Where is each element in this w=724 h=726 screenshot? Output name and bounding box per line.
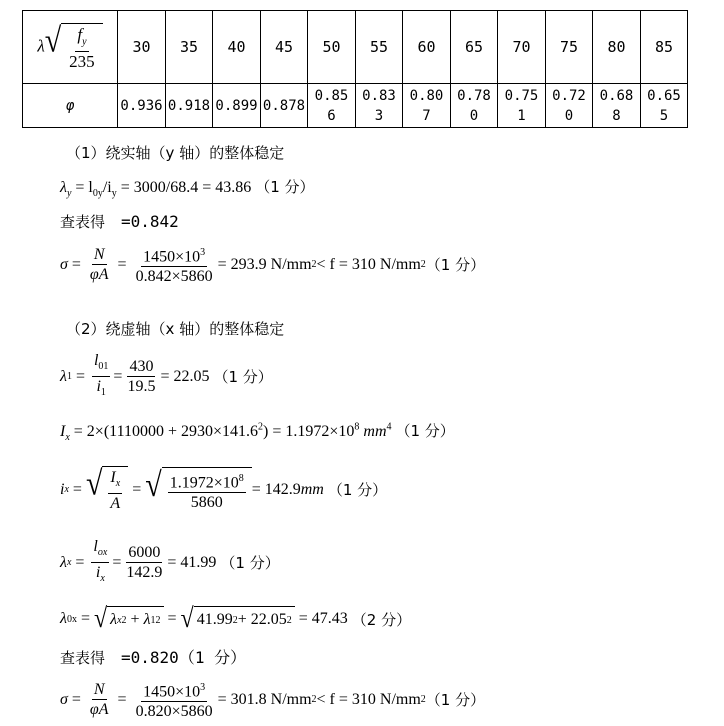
lambda-cell: 60 [403,11,451,84]
phi-value: 0.85 [314,87,349,104]
lambda-cell: 85 [641,11,688,84]
lambda1-value: = 22.05 [160,367,210,385]
phi-cell [213,84,261,128]
I-symbol: I [110,469,116,486]
score: （1 分） [395,422,455,440]
lambda-cell: 75 [546,11,593,84]
A-symbol: A [110,495,121,513]
lambda-x-value: = 41.99 [167,553,217,571]
denominator: 142.9 [126,564,163,582]
phi-value: 0.72 [552,87,586,104]
l-sub: ox [97,547,108,559]
lambda-cell: 70 [498,11,546,84]
radius-numerator: 1.1972×10 [169,474,239,492]
lookup-value: =0.820（1 分） [121,648,247,667]
part1-sigma-formula: σ = $\frac{N}{\varphi A}$ = $\frac{1450\times 10^3}{0.842\times 5860}$ = 293.9 N/mm 2 < f = 310 N/mm 2 （1 分） [60,243,485,286]
ix-exp: 2 [258,421,264,433]
part1-lambda-y-formula [60,176,315,199]
lambda-sub: y [66,188,72,200]
score: （1 分） [327,481,388,500]
phi-value-cont: 7 [422,107,431,124]
phi-value: 0.83 [362,87,396,104]
lambda-cell: 40 [213,11,261,84]
lambda-cell: 65 [451,11,498,84]
phi-value-cont: 3 [374,107,384,124]
i-symbol: i [96,378,101,396]
phi-value: 0.878 [262,97,306,114]
lambda-symbol: λ [60,179,67,196]
sigma-num-exp: 3 [200,247,206,258]
score: （1 分） [213,368,273,387]
sigma-result-exp: 2 [311,259,317,271]
radius-unit: mm [300,480,324,498]
lambda-x-number: 41.99 [196,611,233,628]
phi-cell [403,84,451,128]
phi-cell [118,84,166,128]
score: （1 分） [425,691,486,710]
lambda-cell: 45 [261,11,308,84]
phi-cell [166,84,213,128]
sigma-compare: < f = 310 N/mm [316,255,421,273]
fy-label: f [77,24,83,44]
i-symbol: i [95,564,101,582]
phi-cell [546,84,593,128]
part2-heading: （2）绕虚轴（x 轴）的整体稳定 [66,320,285,338]
score: （2 分） [351,610,412,629]
l-sub: 01 [98,361,109,373]
part2-ix-formula: $I_x = 2\times(1110000 + 2930\times 141.6^2) = 1.1972\times 10^8$ $mm^4$ （1 分） [60,421,455,444]
lambda-cell: 55 [356,11,403,84]
sigma-result: = 293.9 N/mm [217,255,312,273]
sigma-denominator: 0.820×5860 [135,703,213,721]
lambda-1-number: + 22.05 [237,611,287,628]
lambda-row [23,11,688,84]
score: （1 分） [425,256,486,275]
phi-value-cont: 5 [659,107,669,124]
part2-lambda1-formula: λ 1 = $\frac{l_{01}}{i_1}$ = $\frac{430}{19.5}$ = 22.05 （1 分） [60,352,273,399]
phi-value: 0.78 [457,87,491,104]
sigma-num-exp: 3 [200,682,206,693]
lambda-cell: 50 [308,11,356,84]
lambda-header-cell [23,11,118,84]
lookup-label: 查表得 [60,213,106,231]
denominator: 19.5 [127,378,156,396]
phi-cell [308,84,356,128]
radius-num-exp: 8 [238,472,244,484]
part1-heading: （1）绕实轴（y 轴）的整体稳定 [66,144,285,162]
phi-value: 0.75 [504,87,539,104]
part2-sigma-formula: σ = $\frac{N}{\varphi A}$ = $\frac{1450\times 10^3}{0.820\times 5860}$ = 301.8 N/mm 2 < f = 310 N/mm 2 （1 分） [60,678,485,721]
phi-cell [451,84,498,128]
l-symbol: = l [75,179,93,196]
l-sub: 0y [92,188,103,200]
phi-cell [593,84,641,128]
ix-value: ) = 1.1972×10 [263,423,355,440]
ix-unit: mm [363,423,387,440]
phi-value-cont: 8 [612,107,621,124]
i-symbol: /i [102,179,112,196]
phi-value: 0.918 [167,97,211,114]
part2-lambda-0x-formula: λ 0x = √ λ x 2 + λ 1 2 = √ 41.99 2 + 22.05 2 = 47.43 （2 分） [60,604,412,634]
phi-cell [498,84,546,128]
sigma-denominator: 0.842×5860 [135,268,213,286]
denominator-235: 235 [69,52,95,72]
i-sub: y [111,188,117,200]
i-sub: 1 [100,387,106,399]
ix-value-exp: 8 [354,421,360,433]
phi-value-cont: 6 [327,107,336,124]
I-sub: x [115,478,121,490]
phi-value-cont: 1 [517,107,526,124]
score: （1 分） [255,178,315,196]
part1-lookup [60,211,179,232]
phi-cell [261,84,308,128]
sigma-compare-exp: 2 [420,259,426,271]
ix-unit-exp: 4 [386,421,392,433]
l-symbol: l [93,538,98,555]
ix-expression: = 2×(1110000 + 2930×141.6 [73,423,259,440]
sigma-compare-exp: 2 [420,694,426,706]
phi-value: 0.65 [647,87,681,104]
phi-value: 0.899 [215,97,258,114]
i-sub: x [100,573,105,585]
sigma-numerator: 1450×10 [143,683,201,701]
part2-radius-formula: i x = √ $\frac{I_x}{A}$ = √ $\frac{1.1972\times 10^8}{5860}$ = 142.9 mm （1 分） [60,464,388,513]
lambda-cell: 35 [166,11,213,84]
lambda-y-value: = 3000/68.4 = 43.86 [120,179,252,196]
phi-value: 0.68 [599,87,634,104]
lambda-cell: 80 [593,11,641,84]
sigma-compare: < f = 310 N/mm [316,690,421,708]
stability-coefficient-table [22,10,688,128]
part2-lookup [60,645,246,668]
lookup-label: 查表得 [60,649,106,667]
radius-value: = 142.9 [251,480,301,498]
phi-header-cell: φ [23,84,118,128]
phi-row [23,84,688,128]
phi-value-cont: 0 [469,107,479,124]
fy-sub: y [82,36,87,48]
sigma-result: = 301.8 N/mm [217,690,312,708]
phi-value-cont: 0 [564,107,574,124]
phi-cell [641,84,688,128]
lambda-0x-value: = 47.43 [298,610,348,627]
lambda-cell: 30 [118,11,166,84]
part2-lambda-x-formula: λ x = $\frac{l_{ox}}{i_x}$ = $\frac{6000}{142.9}$ = 41.99 （1 分） [60,538,280,585]
sqrt-fy-over-235: √ $\frac{f_y}{235}$ [45,23,103,71]
sigma-result-exp: 2 [311,694,317,706]
radius-denominator: 5860 [190,494,223,512]
l-symbol: l [93,352,99,369]
numerator: 430 [129,358,154,376]
sigma-numerator: 1450×10 [143,248,201,266]
score: （1 分） [220,554,280,573]
phi-cell [356,84,403,128]
phi-value: 0.80 [409,87,444,104]
numerator: 6000 [128,544,161,562]
lookup-value: =0.842 [121,212,179,231]
lambda-symbol: λ [37,36,45,56]
phi-value: 0.936 [120,97,163,114]
